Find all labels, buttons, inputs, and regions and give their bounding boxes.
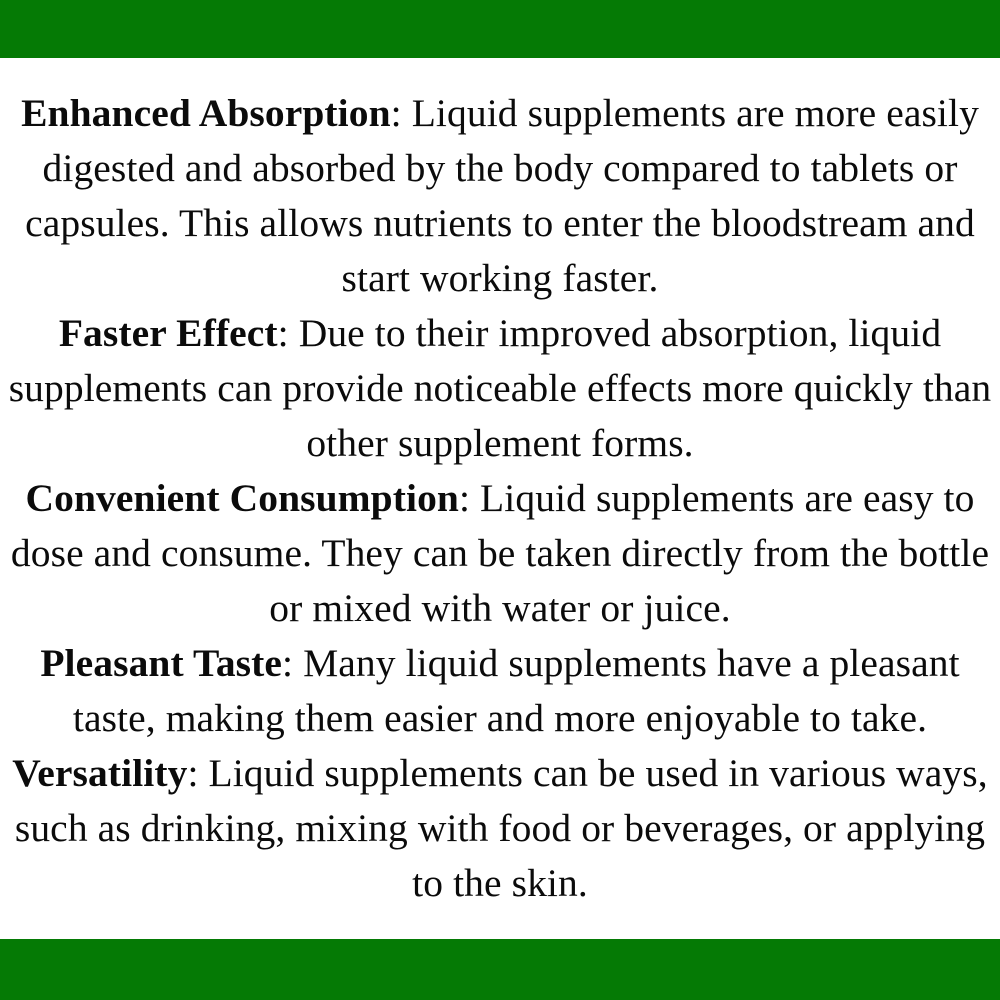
benefit-term: Faster Effect xyxy=(58,311,278,355)
benefit-term: Pleasant Taste xyxy=(40,641,283,685)
benefit-item xyxy=(8,746,992,911)
benefit-description: : Due to their improved absorption, liquid supplements can provide noticeable effects more quickly than other supplement forms. xyxy=(8,311,992,465)
benefit-description: : Liquid supplements are more easily digested and absorbed by the body compared to tablets or capsules. This allows nutrients to enter the bloodstream and start working faster. xyxy=(25,91,979,300)
benefit-description: : Many liquid supplements have a pleasant taste, making them easier and more enjoyable to take. xyxy=(72,641,960,740)
benefit-term: Enhanced Absorption xyxy=(21,91,391,135)
benefits-list xyxy=(0,58,1000,939)
top-green-banner xyxy=(0,0,1000,58)
benefit-term: Convenient Consumption xyxy=(25,476,459,520)
benefit-item xyxy=(8,86,992,306)
bottom-green-banner xyxy=(0,939,1000,1000)
benefit-term: Versatility xyxy=(12,751,188,795)
benefit-item xyxy=(8,636,992,746)
benefit-description: : Liquid supplements are easy to dose and consume. They can be taken directly from the bottle or mixed with water or juice. xyxy=(10,476,990,630)
benefit-description: : Liquid supplements can be used in various ways, such as drinking, mixing with food or beverages, or applying to the skin. xyxy=(14,751,988,905)
benefit-item xyxy=(8,471,992,636)
benefit-item xyxy=(8,306,992,471)
